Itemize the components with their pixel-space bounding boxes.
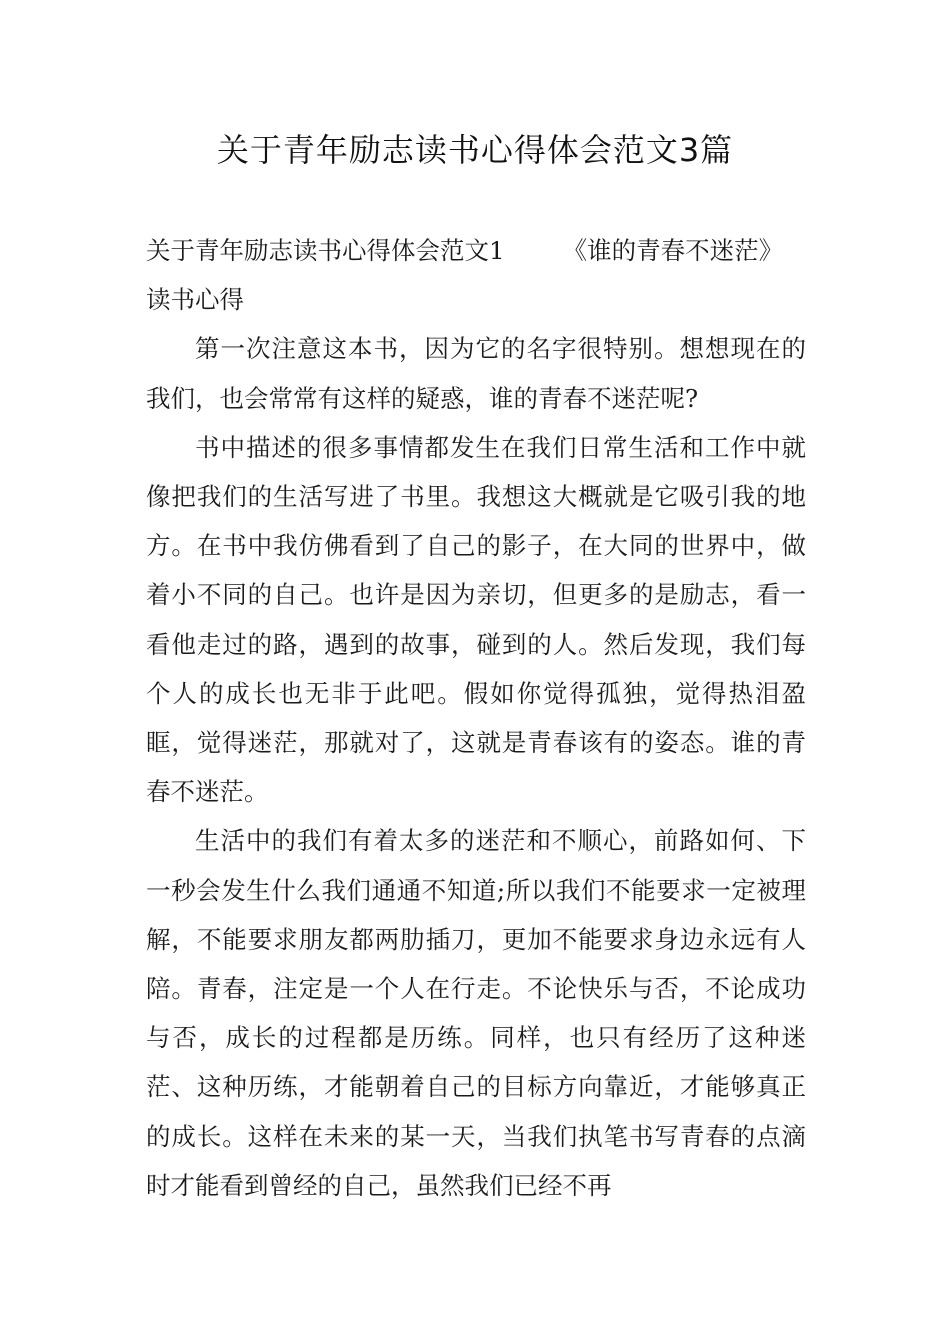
document-body [146, 226, 806, 1210]
paragraph-1: 第一次注意这本书，因为它的名字很特别。想想现在的我们，也会常常有这样的疑惑，谁的青春不迷茫呢? [146, 334, 806, 413]
document-title: 关于青年励志读书心得体会范文3篇 [216, 131, 734, 169]
paragraph-2: 书中描述的很多事情都发生在我们日常生活和工作中就像把我们的生活写进了书里。我想这大概就是它吸引我的地方。在书中我仿佛看到了自己的影子，在大同的世界中，做着小不同的自己。也许是因为亲切，但更多的是励志，看一看他走过的路，遇到的故事，碰到的人。然后发现，我们每个人的成长也无非于此吧。假如你觉得孤独，觉得热泪盈眶，觉得迷茫，那就对了，这就是青春该有的姿态。谁的青春不迷茫。 [146, 432, 806, 807]
section-label: 关于青年励志读书心得体会范文1 [146, 236, 505, 265]
paragraph-3: 生活中的我们有着太多的迷茫和不顺心，前路如何、下一秒会发生什么我们通通不知道;所以我们不能要求一定被理解，不能要求朋友都两肋插刀，更加不能要求身边永远有人陪。青春，注定是一个人在行走。不论快乐与否，不论成功与否，成长的过程都是历练。同样，也只有经历了这种迷茫、这种历练，才能朝着自己的目标方向靠近，才能够真正的成长。这样在未来的某一天，当我们执笔书写青春的点滴时才能看到曾经的自己，虽然我们已经不再 [146, 826, 806, 1200]
book-title: 《谁的青春不迷茫》读书心得 [146, 236, 784, 315]
section-heading [146, 226, 806, 324]
